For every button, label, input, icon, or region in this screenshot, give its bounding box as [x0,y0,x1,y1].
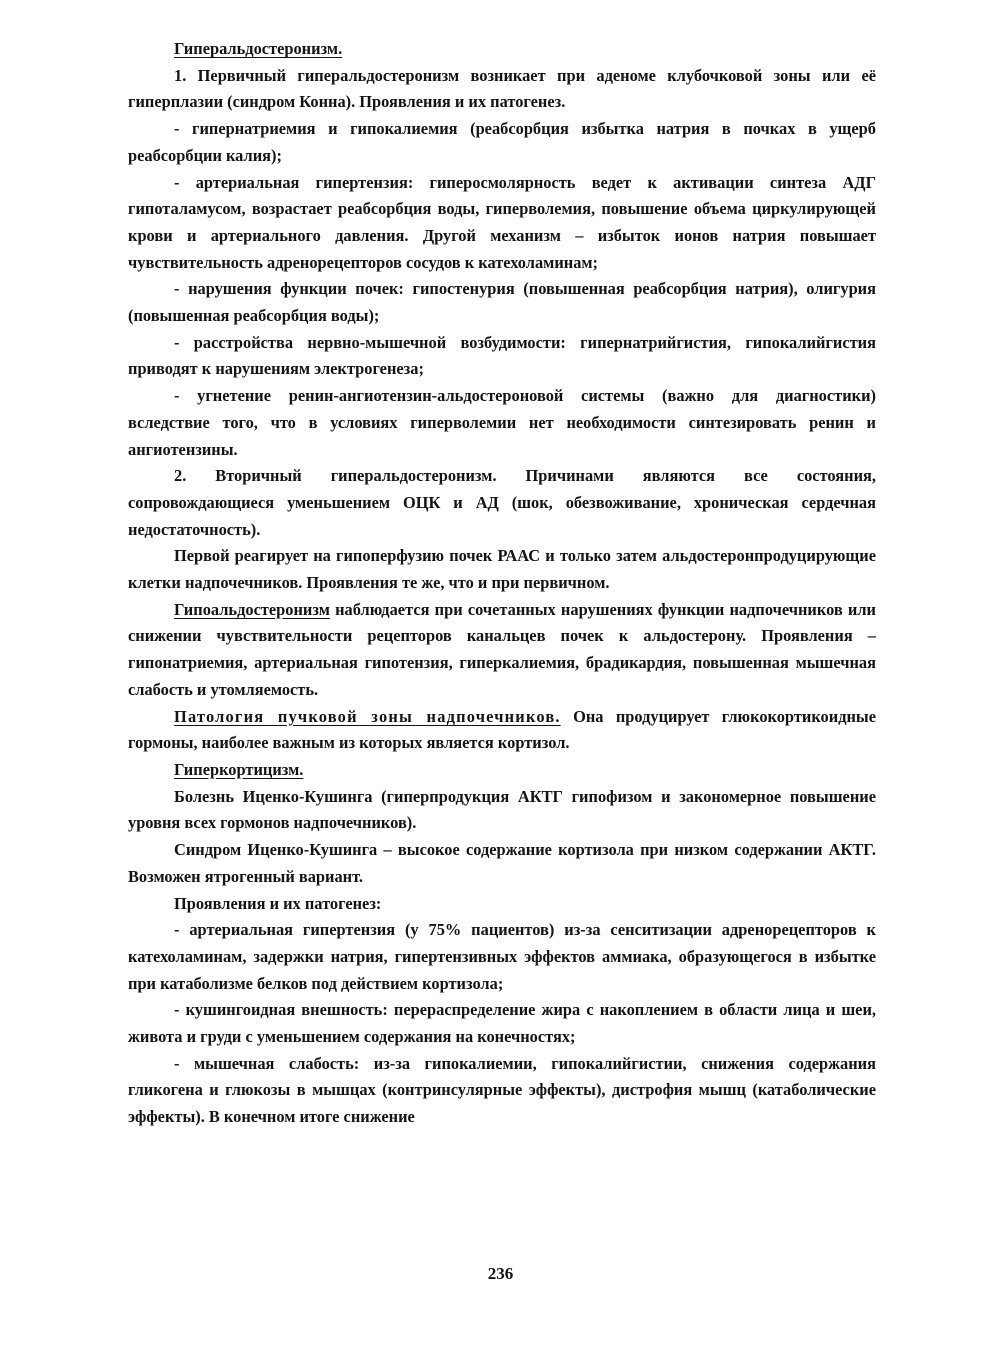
section-heading-hypercorticism: Гиперкортицизм. [174,759,304,779]
list-item-cushingoid-appearance: - кушингоидная внешность: перераспределение жира с накоплением в области лица и шеи, живота и груди с уменьшением содержания на конечностях; [128,1000,876,1047]
list-item-neuromuscular: - расстройства нервно-мышечной возбудимости: гипернатрийгистия, гипокалийгистия приводят к нарушениям электрогенеза; [128,332,876,379]
paragraph-cushing-syndrome: Синдром Иценко-Кушинга – высокое содержание кортизола при низком содержании АКТГ. Возможен ятрогенный вариант. [128,840,876,886]
fascicular-zone-text: Она продуцирует глюкокортикоидные гормоны, наиболее важным из которых является кортизол. [128,706,876,753]
paragraph-hypoaldosteronism [128,597,876,704]
paragraph-cushing-disease: Болезнь Иценко-Кушинга (гиперпродукция АКТГ гипофизом и закономерное повышение уровня всех гормонов надпочечников). [128,786,876,833]
paragraph-raas: Первой реагирует на гипоперфузию почек РААС и только затем альдостеронпродуцирующие клетки надпочечников. Проявления те же, что и при первичном. [128,546,876,593]
list-item-arterial-hypertension: - артериальная гипертензия: гиперосмолярность ведет к активации синтеза АДГ гипоталамусом, возрастает реабсорбция воды, гиперволемия, повышение объема циркулирующей крови и артериального давления. Другой механизм – избыток ионов натрия повышает чувствительность адренорецепторов сосудов к катехоламинам; [128,172,876,272]
hypoaldosteronism-text: наблюдается при сочетанных нарушениях функции надпочечников или снижении чувствительности рецепторов канальцев почек к альдостерону. Проявления – гипонатриемия, артериальная гипотензия, гиперкалиемия, брадикардия, повышенная мышечная слабость и утомляемость. [128,599,876,699]
term-fascicular-zone: Патология пучковой зоны надпочечников. [174,706,561,726]
term-hypoaldosteronism: Гипоальдостеронизм [174,599,330,619]
page-number: 236 [487,1264,514,1283]
list-item-muscle-weakness: - мышечная слабость: из-за гипокалиемии, гипокалийгистии, снижения содержания гликогена и глюкозы в мышцах (контринсулярные эффекты), дистрофия мышц (катаболические эффекты). В конечном итоге снижение [128,1053,876,1127]
list-item-hypernatremia: - гипернатриемия и гипокалиемия (реабсорбция избытка натрия в почках в ущерб реабсорбции калия); [128,119,876,165]
section-heading-hyperaldosteronism: Гиперальдостеронизм. [174,39,343,58]
paragraph-manifestations: Проявления и их патогенез: [174,893,382,913]
list-item-kidney-dysfunction: - нарушения функции почек: гипостенурия (повышенная реабсорбция натрия), олигурия (повышенная реабсорбция воды); [128,279,876,326]
paragraph-primary-hyperaldosteronism: 1. Первичный гиперальдостеронизм возникает при аденоме клубочковой зоны или её гиперплазии (синдром Конна). Проявления и их патогенез. [128,65,876,112]
paragraph-secondary-hyperaldosteronism: 2. Вторичный гиперальдостеронизм. Причинами являются все состояния, сопровождающиеся уменьшением ОЦК и АД (шок, обезвоживание, хроническая сердечная недостаточность). [128,466,876,539]
page-body [128,36,876,1131]
list-item-renin-suppression: - угнетение ренин-ангиотензин-альдостероновой системы (важно для диагностики) вследствие того, что в условиях гиперволемии нет необходимости синтезировать ренин и ангиотензины. [128,386,876,459]
list-item-arterial-hypertension-cushing: - артериальная гипертензия (у 75% пациентов) из-за сенситизации адренорецепторов к катехоламинам, задержки натрия, гипертензивных эффектов аммиака, образующегося в избытке при катаболизме белков под действием кортизола; [128,920,876,993]
paragraph-fascicular-zone [128,704,876,757]
